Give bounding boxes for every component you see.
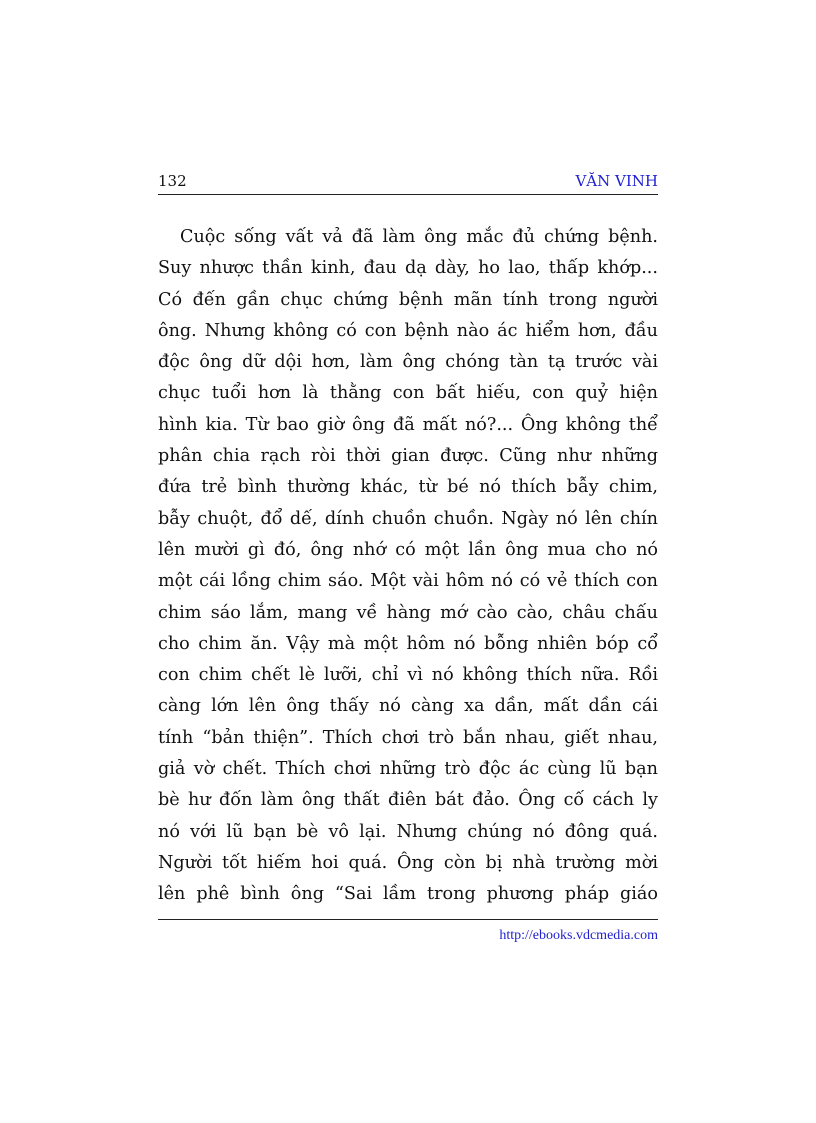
body-paragraph bbox=[158, 222, 658, 911]
text-line: Cuộc sống vất vả đã làm ông mắc đủ chứng bệnh. bbox=[180, 227, 658, 247]
text-line: Suy nhược thần kinh, đau dạ dày, ho lao, thấp khớp... bbox=[158, 258, 658, 279]
text-line: Người tốt hiếm hoi quá. Ông còn bị nhà trường mời bbox=[158, 852, 658, 873]
text-line: nó với lũ bạn bè vô lại. Nhưng chúng nó đông quá. bbox=[158, 821, 658, 842]
text-line: càng lớn lên ông thấy nó càng xa dần, mất dần cái bbox=[158, 696, 658, 717]
text-line: phân chia rạch ròi thời gian được. Cũng như những bbox=[158, 446, 658, 467]
running-title: VĂN VINH bbox=[575, 172, 658, 190]
text-line: Có đến gần chục chứng bệnh mãn tính trong người bbox=[158, 289, 658, 310]
text-line: lên phê bình ông “Sai lầm trong phương pháp giáo bbox=[158, 884, 658, 905]
text-line: ông. Nhưng không có con bệnh nào ác hiểm hơn, đầu bbox=[158, 320, 658, 341]
text-line: độc ông dữ dội hơn, làm ông chóng tàn tạ trước vài bbox=[158, 352, 658, 373]
text-line: tính “bản thiện”. Thích chơi trò bắn nhau, giết nhau, bbox=[158, 727, 658, 748]
text-line: con chim chết lè lưỡi, chỉ vì nó không thích nữa. Rồi bbox=[158, 665, 658, 686]
text-line: giả vờ chết. Thích chơi những trò độc ác cùng lũ bạn bbox=[158, 759, 658, 780]
text-line: lên mười gì đó, ông nhớ có một lần ông mua cho nó bbox=[158, 539, 658, 560]
text-line: cho chim ăn. Vậy mà một hôm nó bỗng nhiên bóp cổ bbox=[158, 633, 658, 654]
page-header bbox=[158, 172, 658, 195]
text-line: bè hư đốn làm ông thất điên bát đảo. Ông cố cách ly bbox=[158, 790, 658, 811]
text-line: bẫy chuột, đổ dế, dính chuồn chuồn. Ngày nó lên chín bbox=[158, 508, 658, 529]
text-line: chim sáo lắm, mang về hàng mớ cào cào, châu chấu bbox=[158, 602, 658, 623]
text-line: một cái lồng chim sáo. Một vài hôm nó có vẻ thích con bbox=[158, 571, 658, 592]
text-line: hình kia. Từ bao giờ ông đã mất nó?... Ông không thể bbox=[158, 414, 658, 435]
text-line: chục tuổi hơn là thằng con bất hiếu, con quỷ hiện bbox=[158, 383, 658, 404]
page-number: 132 bbox=[158, 172, 187, 190]
footer-divider bbox=[158, 919, 658, 920]
footer-url-link[interactable]: http://ebooks.vdcmedia.com bbox=[499, 928, 658, 943]
text-line: đứa trẻ bình thường khác, từ bé nó thích bẫy chim, bbox=[158, 477, 658, 498]
